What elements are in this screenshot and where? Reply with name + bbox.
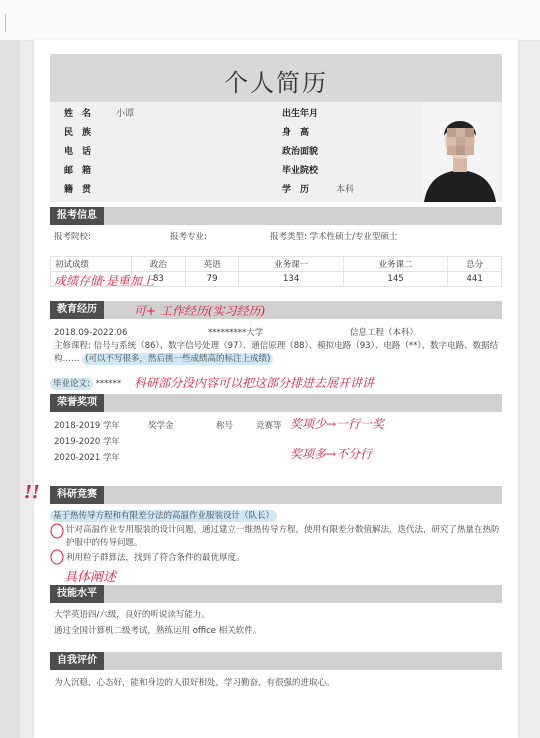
bullet-circle-marks-icon <box>48 522 66 570</box>
score-annotation: 成绩存储·是重加上 <box>54 274 154 288</box>
score-cell: 134 <box>239 272 343 287</box>
score-header-cell: 政治 <box>132 257 186 272</box>
score-header-cell: 总分 <box>448 257 502 272</box>
title-band <box>50 54 502 102</box>
section-skills <box>50 585 502 603</box>
personal-info <box>50 102 502 202</box>
name-label: 姓 名 <box>64 109 92 119</box>
school-label: 毕业院校 <box>282 166 319 176</box>
research-project <box>50 510 277 522</box>
score-cell: 145 <box>343 272 447 287</box>
research-project-title: 基于热传导方程和有限差分法的高温作业服装设计（队长） <box>50 510 277 522</box>
section-education-title: 教育经历 <box>50 301 104 319</box>
degree-label: 学 历 <box>282 185 310 195</box>
info-row <box>50 180 422 200</box>
score-cell: 83 <box>132 272 186 287</box>
education-annotation: 可+ 工作经历(实习经历) <box>134 304 266 318</box>
section-education <box>50 301 502 319</box>
skill-line: 大学英语四/六级，良好的听说读写能力。 <box>54 610 210 620</box>
thesis-annotation: 科研部分没内容可以把这部分排进去展开讲讲 <box>134 376 375 390</box>
info-row <box>50 104 422 124</box>
honor-annotation-1: 奖项少→一行一奖 <box>290 417 385 431</box>
apply-school: 报考院校: <box>54 232 91 242</box>
honor-year: 2020-2021 学年 <box>54 453 121 463</box>
apply-type: 报考类型: 学术性硕士/专业型硕士 <box>270 232 398 242</box>
research-bullet <box>66 524 502 550</box>
skill-line: 通过全国计算机二级考试，熟练运用 office 相关软件。 <box>54 626 262 636</box>
score-header-cell: 英语 <box>185 257 239 272</box>
research-bullet <box>66 552 502 565</box>
research-bullet-text: 针对高温作业专用服装的设计问题，通过建立一维热传导方程，使用有限差分数值解法，迭代法，研究了热量在热防护服中的传导问题。 <box>66 525 500 548</box>
honor-year: 2018-2019 学年 <box>54 421 121 431</box>
resume-page <box>24 40 518 738</box>
section-apply-title: 报考信息 <box>50 207 104 225</box>
origin-label: 籍 贯 <box>64 185 92 195</box>
person-photo-icon <box>422 102 498 202</box>
thesis-value: ****** <box>95 379 122 389</box>
honor-col: 称号 <box>216 421 234 431</box>
honor-annotation-2: 奖项多→不分行 <box>290 447 373 461</box>
thesis-label: 毕业论文: <box>50 378 93 390</box>
section-self <box>50 652 502 670</box>
profile-photo <box>422 102 498 202</box>
section-skills-title: 技能水平 <box>50 585 104 603</box>
score-header-cell: 初试成绩 <box>51 257 132 272</box>
research-bullet-text: 利用粒子群算法，找到了符合条件的最优厚度。 <box>66 553 245 563</box>
score-header-cell: 业务课一 <box>239 257 343 272</box>
section-research <box>50 486 502 504</box>
courses-hint: (可以不写很多，然后挑一些成绩高的标注上成绩) <box>82 353 273 365</box>
phone-label: 电 话 <box>64 147 92 157</box>
edu-thesis <box>50 378 121 390</box>
info-row <box>50 123 422 143</box>
section-research-title: 科研竞赛 <box>50 486 104 504</box>
apply-major: 报考专业: <box>170 232 207 242</box>
height-label: 身 高 <box>282 128 310 138</box>
viewer-toolbar <box>0 0 540 41</box>
score-header-row <box>51 257 502 272</box>
courses-label: 主修课程: <box>54 341 91 351</box>
honor-year: 2019-2020 学年 <box>54 437 121 447</box>
score-header-cell: 业务课二 <box>343 257 447 272</box>
email-label: 邮 箱 <box>64 166 92 176</box>
edu-date: 2018.09-2022.06 <box>54 328 128 338</box>
honor-col: 奖学金 <box>148 421 174 431</box>
left-margin <box>0 40 20 738</box>
section-honors <box>50 394 502 412</box>
toolbar-divider <box>5 14 6 32</box>
section-honors-title: 荣誉奖项 <box>50 394 104 412</box>
research-annotation: 具体阐述 <box>64 570 117 585</box>
ethnic-label: 民 族 <box>64 128 92 138</box>
info-row <box>50 142 422 162</box>
resume-title: 个人简历 <box>224 69 328 97</box>
name-value: 小谭 <box>116 109 135 119</box>
degree-value: 本科 <box>336 185 355 195</box>
exclaim-annotation: !! <box>24 482 40 503</box>
score-cell: 441 <box>448 272 502 287</box>
courses-text: 信号与系统（86）、数字信号处理（97）、通信原理（88）、模拟电路（93）、电路（**）、数字电路、数据结构…… <box>54 341 499 364</box>
section-apply <box>50 207 502 225</box>
edu-school: *********大学 <box>208 328 264 338</box>
honor-col: 竞赛等 <box>256 421 282 431</box>
section-self-title: 自我评价 <box>50 652 104 670</box>
info-row <box>50 161 422 181</box>
score-cell: 79 <box>185 272 239 287</box>
edu-major: 信息工程（本科） <box>350 328 419 338</box>
birth-label: 出生年月 <box>282 109 319 119</box>
self-evaluation: 为人沉稳，心态好，能和身边的人很好相处，学习勤奋，有很强的进取心。 <box>54 678 335 688</box>
political-label: 政治面貌 <box>282 147 319 157</box>
edu-courses <box>54 340 502 366</box>
